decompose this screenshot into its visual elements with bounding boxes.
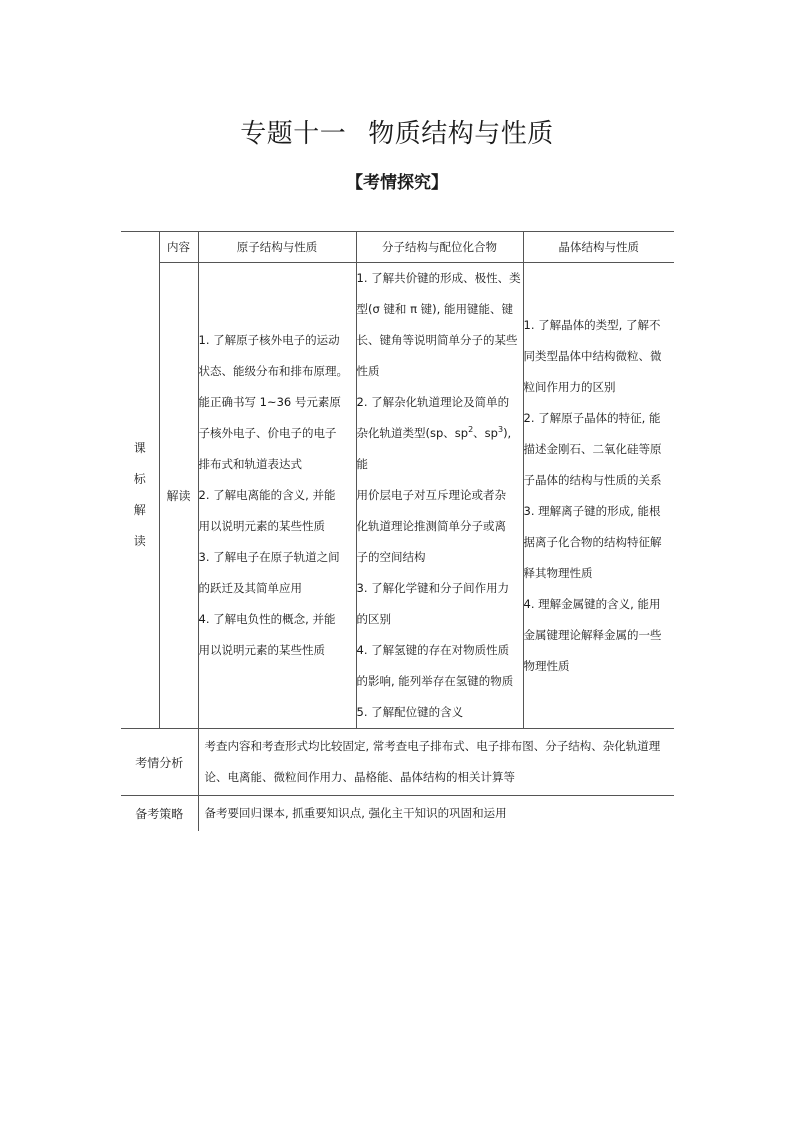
col3-line: 释其物理性质 (523, 565, 593, 580)
col1-line: 用以说明元素的某些性质 (198, 519, 325, 533)
strategy-text: 备考要回归课本, 抓重要知识点, 强化主干知识的巩固和运用 (198, 796, 674, 832)
col2-line: 的区别 (356, 612, 391, 626)
col2-line: 的影响, 能列举存在氢键的物质 (356, 674, 514, 688)
col3-line: 1. 了解晶体的类型, 了解不 (523, 317, 661, 332)
corner-cell (121, 232, 159, 263)
section-label-char: 标 (133, 472, 146, 487)
col1-line: 用以说明元素的某些性质 (198, 643, 325, 657)
col1-line: 4. 了解电负性的概念, 并能 (198, 612, 336, 626)
strategy-row (121, 796, 674, 832)
syllabus-table (121, 231, 674, 831)
col3-line: 物理性质 (523, 658, 570, 673)
col2-text (356, 263, 523, 729)
section-label-char: 课 (133, 441, 146, 456)
col2-line: 性质 (356, 364, 380, 378)
row-label: 解读 (159, 263, 198, 729)
col2-line: 5. 了解配位键的含义 (356, 705, 464, 719)
section-label (121, 263, 159, 729)
section-label-char: 读 (133, 534, 146, 549)
col3-line: 金属键理论解释金属的一些 (523, 627, 662, 642)
col2-sup-3: 3 (497, 425, 504, 435)
page-title (0, 113, 794, 150)
col2-line: 型(σ 键和 π 键), 能用键能、键 (356, 302, 513, 316)
col3-line: 据离子化合物的结构特征解 (523, 534, 662, 549)
col2-line: 子的空间结构 (356, 550, 426, 564)
analysis-text: 考查内容和考查形式均比较固定, 常考查电子排布式、电子排布图、分子结构、杂化轨道理论、电离能、微粒间作用力、晶格能、晶体结构的相关计算等 (198, 729, 674, 796)
col3-line: 描述金刚石、二氧化硅等原 (523, 441, 662, 456)
col2-line: 长、键角等说明简单分子的某些 (356, 333, 518, 347)
col2-hybrid-a: 杂化轨道类型(sp、sp (356, 426, 469, 440)
col2-line: 化轨道理论推测简单分子或离 (356, 519, 506, 533)
col3-line: 3. 理解离子键的形成, 能根 (523, 503, 661, 518)
col1-line: 能正确书写 1~36 号元素原 (198, 395, 341, 409)
col2-line: 2. 了解杂化轨道理论及简单的 (356, 395, 510, 409)
header-col2: 分子结构与配位化合物 (356, 232, 523, 263)
table-header-row (121, 232, 674, 263)
section-subtitle: 【考情探究】 (346, 173, 448, 193)
analysis-label: 考情分析 (121, 729, 198, 796)
col3-line: 4. 理解金属键的含义, 能用 (523, 596, 661, 611)
col1-line: 的跃迁及其简单应用 (198, 581, 302, 595)
col2-hybrid-c: ), 能 (356, 426, 512, 471)
title-part1: 专题十一 (240, 119, 347, 149)
col2-line: 1. 了解共价键的形成、极性、类 (356, 271, 521, 285)
header-col3: 晶体结构与性质 (523, 232, 674, 263)
col2-line: 4. 了解氢键的存在对物质性质 (356, 643, 510, 657)
header-content: 内容 (159, 232, 198, 263)
col2-hybrid-b: 、sp (473, 426, 498, 440)
col1-line: 2. 了解电离能的含义, 并能 (198, 488, 336, 502)
col1-line: 排布式和轨道表达式 (198, 457, 302, 471)
col1-line: 1. 了解原子核外电子的运动 (198, 333, 340, 347)
col2-line: 3. 了解化学键和分子间作用力 (356, 581, 510, 595)
col1-line: 状态、能级分布和排布原理。 (198, 364, 348, 378)
col2-line-hybrid (357, 418, 523, 480)
table-body-row (121, 263, 674, 729)
col1-line: 3. 了解电子在原子轨道之间 (198, 550, 340, 564)
col2-sup-2: 2 (468, 425, 474, 435)
col1-line: 子核外电子、价电子的电子 (198, 426, 337, 440)
strategy-label: 备考策略 (121, 796, 198, 832)
col1-text (198, 263, 356, 729)
col3-line: 粒间作用力的区别 (523, 379, 616, 394)
title-part2: 物质结构与性质 (368, 119, 554, 149)
col3-line: 同类型晶体中结构微粒、微 (523, 348, 662, 363)
col2-line: 用价层电子对互斥理论或者杂 (356, 488, 506, 502)
col3-line: 2. 了解原子晶体的特征, 能 (523, 410, 661, 425)
section-label-char: 解 (133, 503, 146, 518)
header-col1: 原子结构与性质 (198, 232, 356, 263)
col3-line: 子晶体的结构与性质的关系 (523, 472, 662, 487)
col3-text (523, 263, 674, 729)
analysis-row (121, 729, 674, 796)
